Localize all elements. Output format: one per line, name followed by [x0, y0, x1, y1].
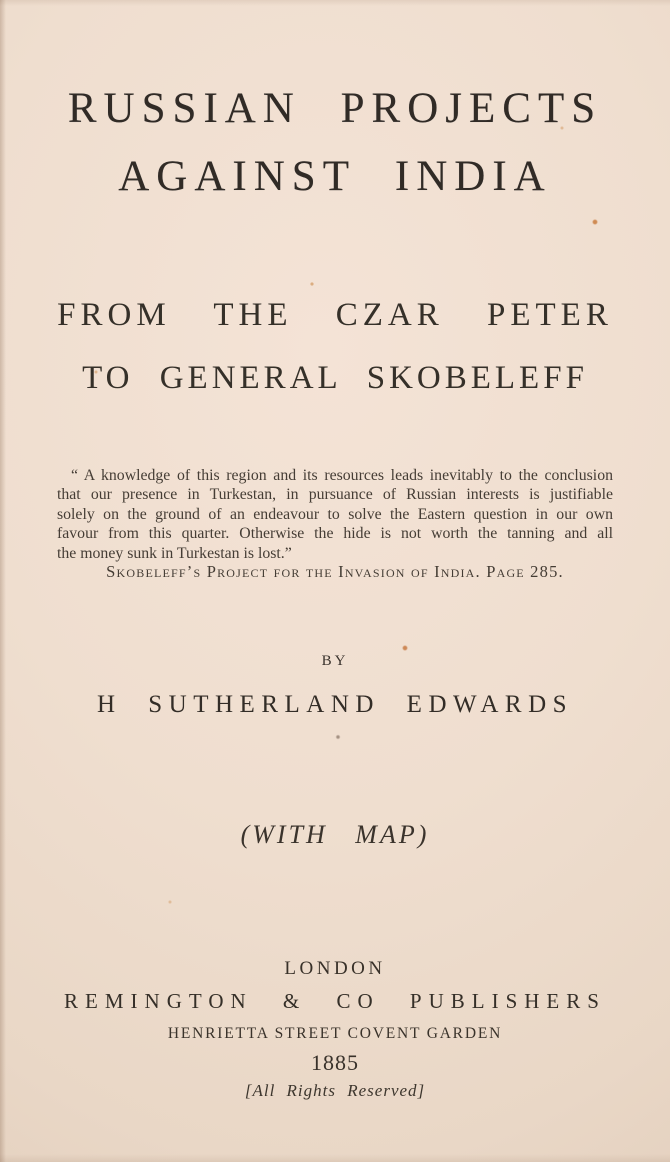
quote-line: solely on the ground of an endeavour to solve the Eastern question in our own: [57, 505, 613, 523]
book-subtitle-line-2: TO GENERAL SKOBELEFF: [82, 360, 588, 396]
book-title-line-2: AGAINST INDIA: [118, 153, 552, 200]
quote-line: favour from this quarter. Otherwise the hide is not worth the tanning and all: [57, 525, 613, 543]
author-name: H SUTHERLAND EDWARDS: [96, 691, 574, 718]
map-note: (WITH MAP): [240, 820, 430, 849]
rights-notice: [All Rights Reserved]: [244, 1081, 426, 1100]
quote-line: the money sunk in Turkestan is lost.”: [57, 544, 292, 562]
book-subtitle-line-1: FROM THE CZAR PETER: [57, 297, 613, 333]
imprint-city: LONDON: [284, 958, 386, 979]
book-title-line-1: RUSSIAN PROJECTS: [67, 85, 603, 132]
quote-line: that our presence in Turkestan, in pursuance of Russian interests is justifiable: [57, 486, 613, 504]
epigraph-quote: [57, 466, 613, 563]
byline-label: BY: [321, 653, 349, 669]
imprint-publisher: REMINGTON & CO PUBLISHERS: [64, 989, 606, 1013]
quote-attribution: Skobeleff’s Project for the Invasion of India. Page 285.: [106, 562, 564, 581]
quote-line: “ A knowledge of this region and its resources leads inevitably to the conclusion: [71, 467, 613, 484]
imprint-year: 1885: [311, 1050, 359, 1075]
imprint-address: HENRIETTA STREET COVENT GARDEN: [167, 1025, 503, 1042]
